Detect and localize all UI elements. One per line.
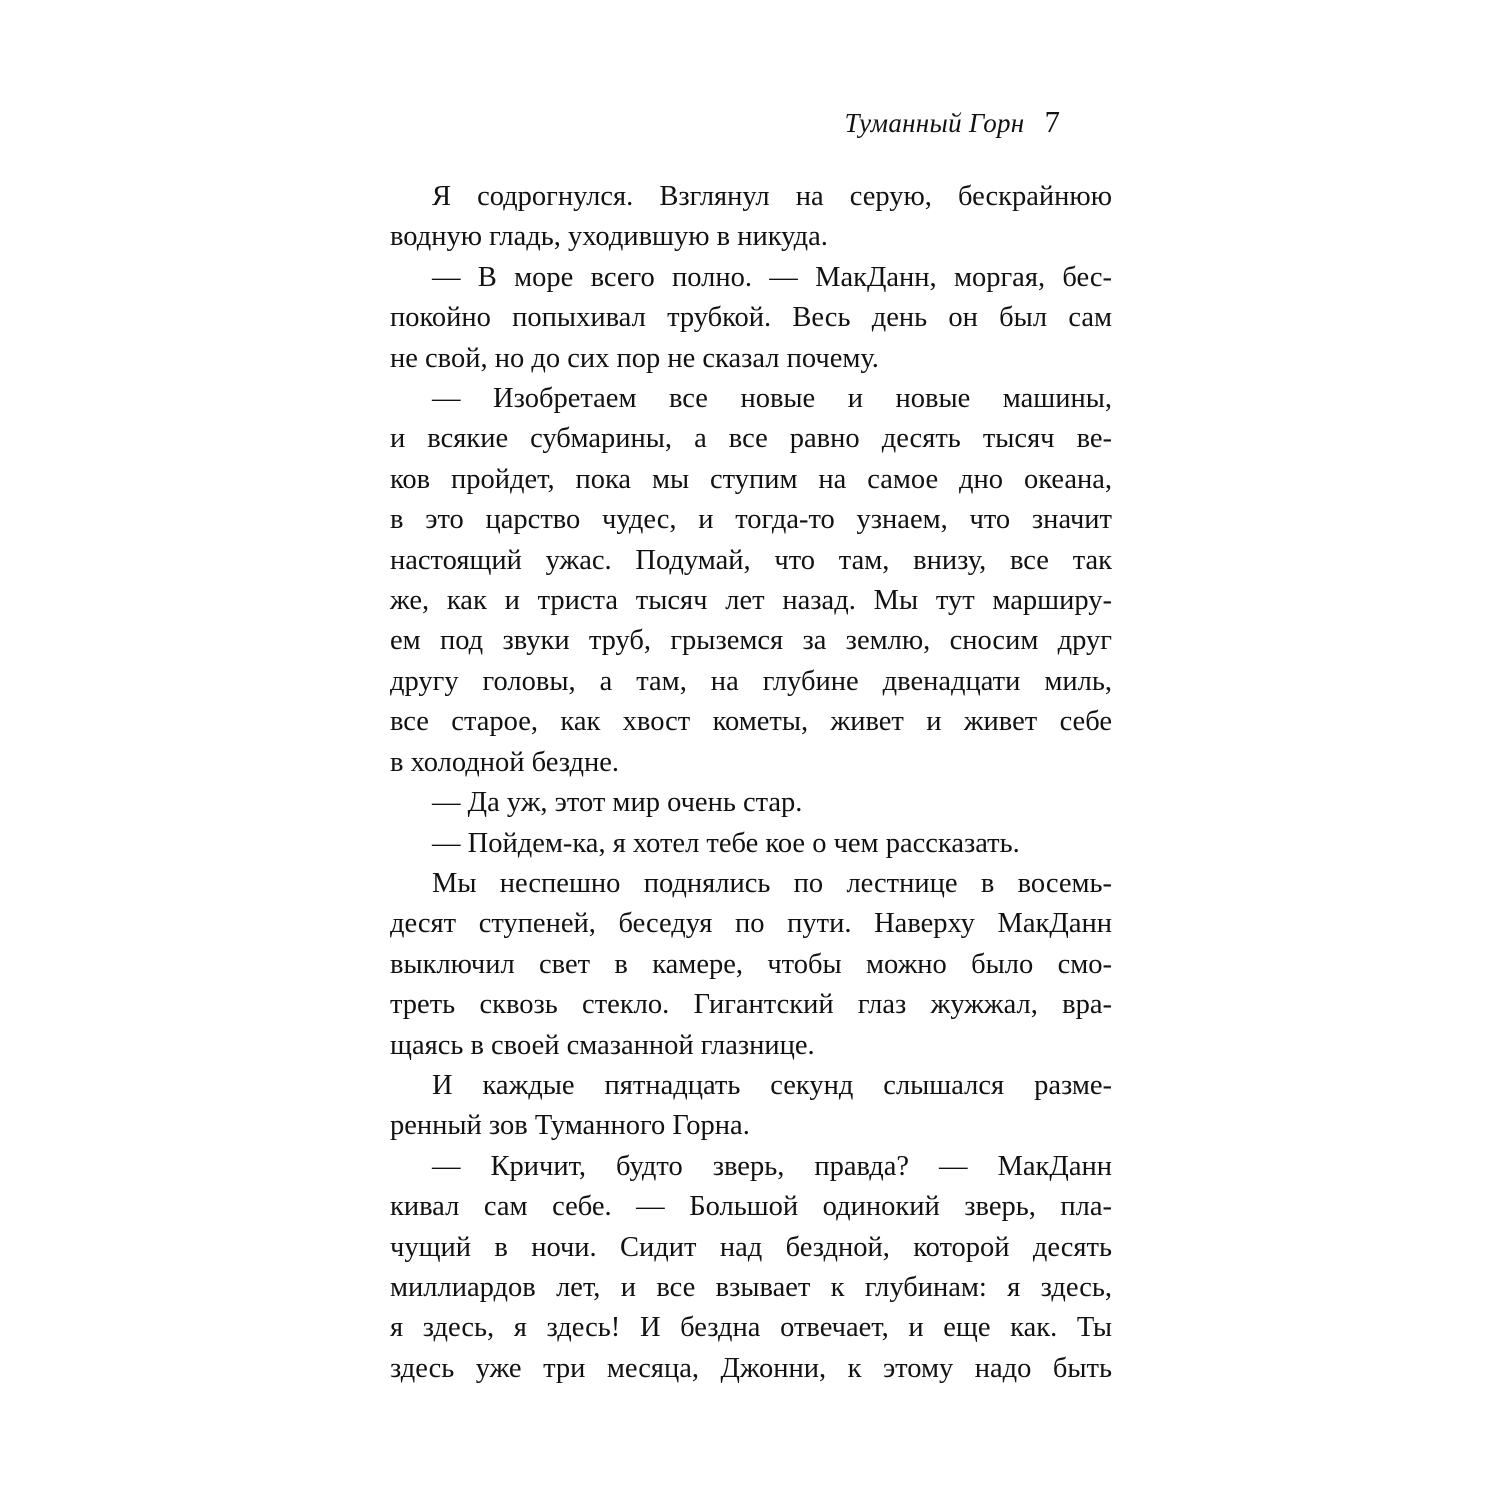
text-line: в это царство чудес, и тогда-то узнаем, что значит bbox=[390, 504, 1112, 536]
text-line: Мы неспешно поднялись по лестнице в восемь- bbox=[432, 867, 1112, 899]
text-line: не свой, но до сих пор не сказал почему. bbox=[390, 342, 879, 374]
text-line: же, как и триста тысяч лет назад. Мы тут марширу- bbox=[390, 585, 1112, 617]
text-line: кивал сам себе. — Большой одинокий зверь, пла- bbox=[390, 1191, 1112, 1223]
text-line: другу головы, а там, на глубине двенадцати миль, bbox=[390, 665, 1112, 697]
page-number: 7 bbox=[1044, 104, 1060, 139]
text-line: и всякие субмарины, а все равно десять тысяч ве- bbox=[390, 423, 1112, 455]
text-line: миллиардов лет, и все взывает к глубинам: я здесь, bbox=[390, 1271, 1112, 1303]
text-line: — Изобретаем все новые и новые машины, bbox=[432, 383, 1112, 415]
paragraph bbox=[390, 783, 1112, 823]
paragraph bbox=[390, 864, 1112, 1066]
body-text bbox=[390, 177, 1112, 1389]
text-line: ренный зов Туманного Горна. bbox=[390, 1110, 750, 1142]
paragraph bbox=[390, 379, 1112, 783]
text-line: Я содрогнулся. Взглянул на серую, бескрайнюю bbox=[432, 181, 1112, 212]
text-line: я здесь, я здесь! И бездна отвечает, и еще как. Ты bbox=[390, 1312, 1112, 1344]
paragraph bbox=[390, 1066, 1112, 1147]
text-line: — Кричит, будто зверь, правда? — МакДанн bbox=[432, 1150, 1112, 1182]
text-line: ем под звуки труб, грыземся за землю, сносим друг bbox=[390, 625, 1112, 657]
text-line: все старое, как хвост кометы, живет и живет себе bbox=[390, 706, 1112, 738]
text-line: здесь уже три месяца, Джонни, к этому надо быть bbox=[390, 1352, 1112, 1384]
text-line: в холодной бездне. bbox=[390, 746, 620, 778]
text-column bbox=[390, 100, 1112, 1389]
paragraph bbox=[390, 1147, 1112, 1389]
paragraph bbox=[390, 824, 1112, 864]
text-line: водную гладь, уходившую в никуда. bbox=[390, 221, 828, 253]
running-header-title: Туманный Горн bbox=[844, 108, 1025, 138]
text-line: покойно попыхивал трубкой. Весь день он был сам bbox=[390, 302, 1112, 334]
text-line: — Да уж, этот мир очень стар. bbox=[432, 787, 803, 819]
paragraph bbox=[390, 177, 1112, 258]
text-line: — В море всего полно. — МакДанн, моргая, бес- bbox=[432, 261, 1112, 293]
text-line: щаясь в своей смазанной глазнице. bbox=[390, 1029, 815, 1061]
text-line: треть сквозь стекло. Гигантский глаз жужжал, вра- bbox=[390, 989, 1112, 1021]
text-line: — Пойдем-ка, я хотел тебе кое о чем рассказать. bbox=[432, 827, 1020, 859]
text-line: настоящий ужас. Подумай, что там, внизу, все так bbox=[390, 544, 1112, 576]
running-header bbox=[390, 100, 1112, 145]
text-line: десят ступеней, беседуя по пути. Наверху МакДанн bbox=[390, 908, 1112, 940]
text-line: чущий в ночи. Сидит над бездной, которой десять bbox=[390, 1231, 1112, 1263]
text-line: И каждые пятнадцать секунд слышался разме- bbox=[432, 1069, 1112, 1101]
paragraph bbox=[390, 258, 1112, 379]
text-line: ков пройдет, пока мы ступим на самое дно океана, bbox=[390, 463, 1112, 495]
text-line: выключил свет в камере, чтобы можно было смо- bbox=[390, 948, 1112, 980]
